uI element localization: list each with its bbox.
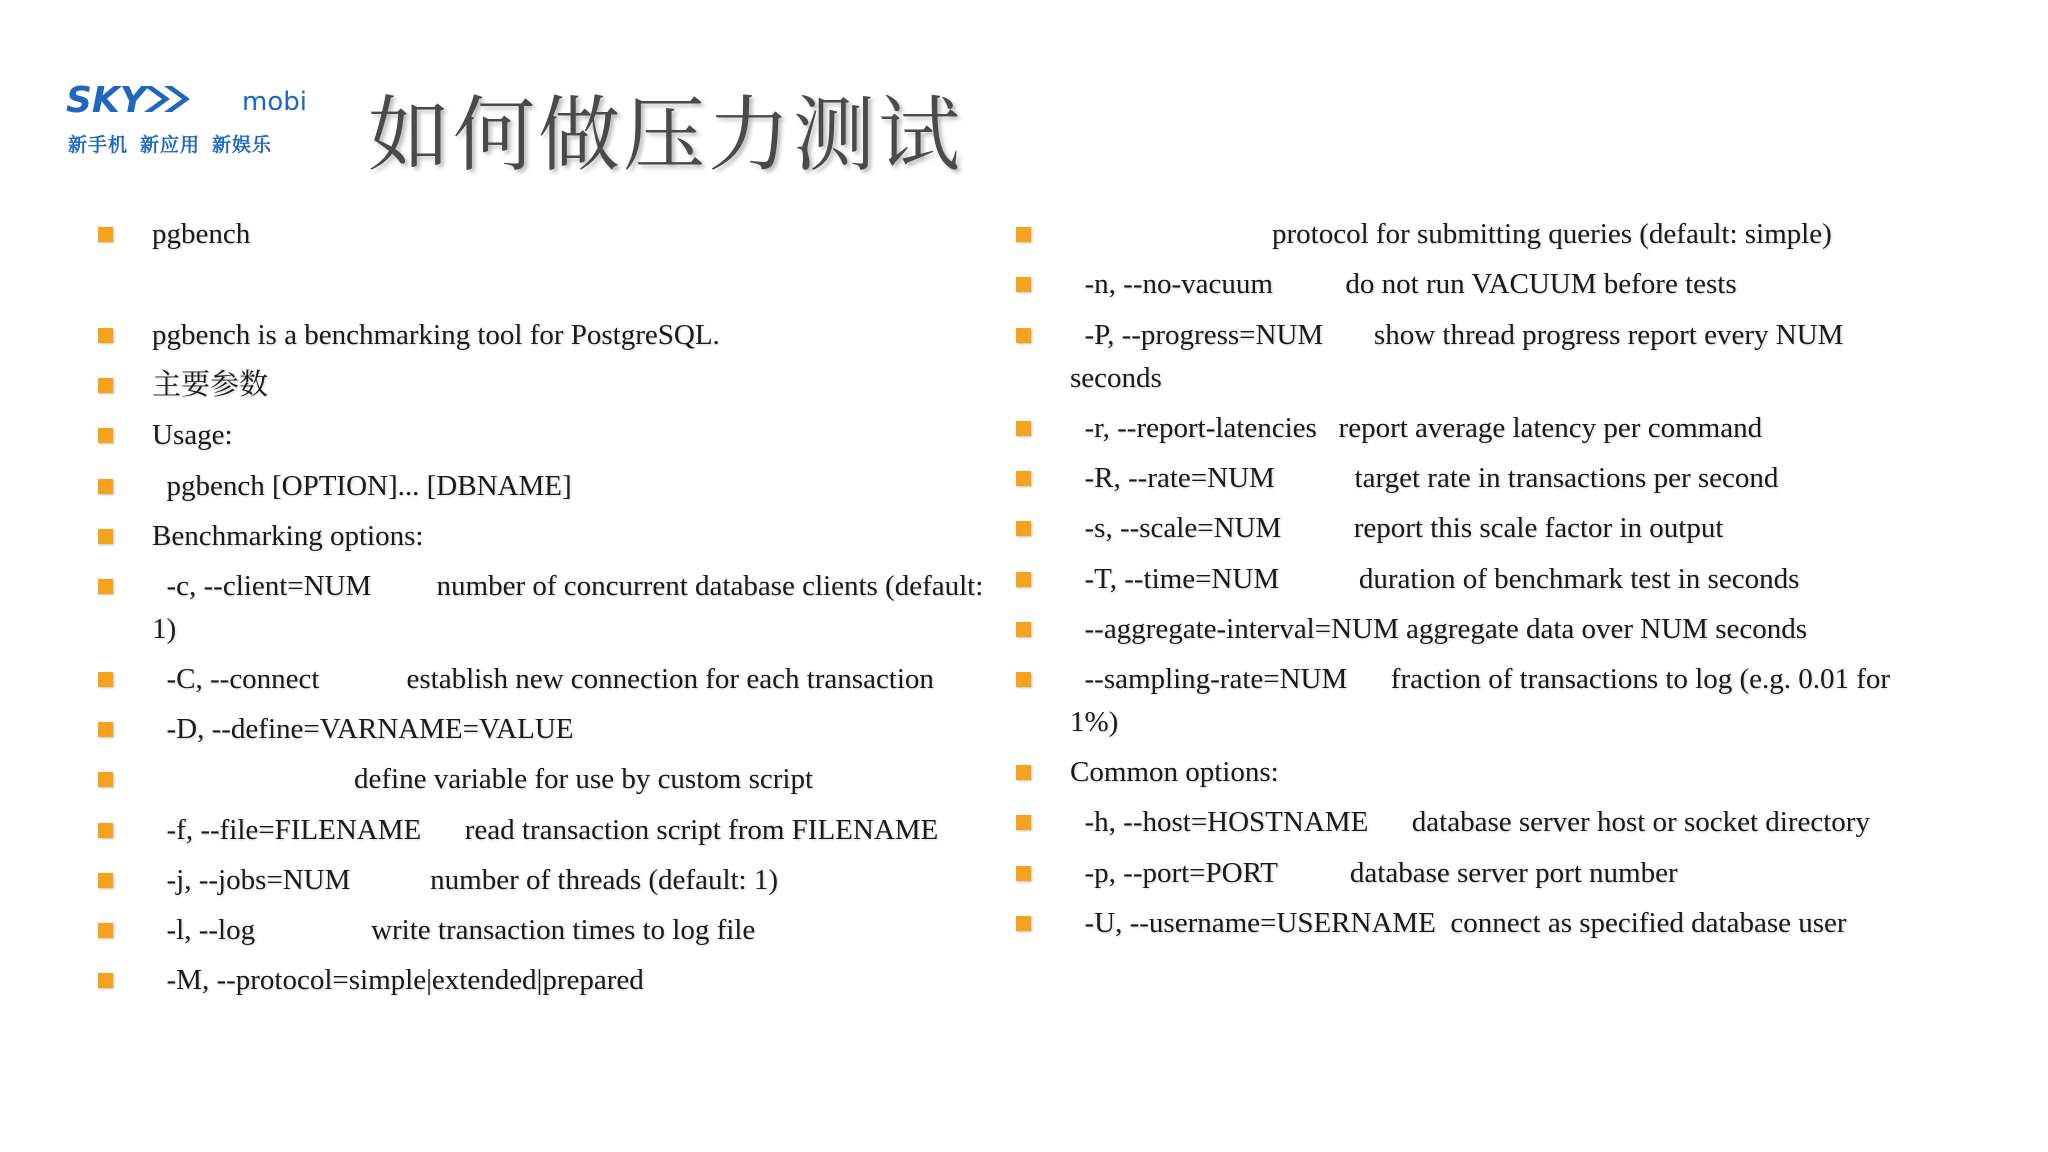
bullet-icon — [98, 923, 113, 938]
bullet-icon — [98, 672, 113, 687]
list-item: -U, --username=USERNAME connect as specified database user — [1070, 907, 1847, 939]
bullet-icon — [1016, 421, 1031, 436]
list-item: -P, --progress=NUM show thread progress report every NUM — [1070, 319, 1844, 351]
list-item: pgbench — [152, 218, 251, 250]
list-item-wrap: seconds — [1070, 362, 1162, 394]
bullet-icon — [98, 328, 113, 343]
list-item: -r, --report-latencies report average latency per command — [1070, 412, 1763, 444]
logo-tagline — [68, 130, 284, 157]
bullet-icon — [1016, 672, 1031, 687]
bullet-icon — [98, 722, 113, 737]
list-item-wrap: 1%) — [1070, 706, 1119, 738]
list-item: -D, --define=VARNAME=VALUE — [152, 713, 574, 745]
list-item: -T, --time=NUM duration of benchmark test in seconds — [1070, 563, 1800, 595]
list-item: Usage: — [152, 419, 233, 451]
tagline-2: 新应用 — [140, 134, 201, 156]
list-item: -j, --jobs=NUM number of threads (default: 1) — [152, 864, 779, 896]
bullet-icon — [1016, 227, 1031, 242]
list-item: -M, --protocol=simple|extended|prepared — [152, 964, 644, 996]
list-item: Common options: — [1070, 756, 1279, 788]
sky-mobi-logo-icon — [66, 78, 328, 120]
bullet-icon — [98, 973, 113, 988]
list-item: protocol for submitting queries (default: simple) — [1272, 218, 1832, 250]
bullet-icon — [1016, 521, 1031, 536]
bullet-icon — [1016, 866, 1031, 881]
company-logo — [66, 78, 328, 158]
bullet-icon — [1016, 328, 1031, 343]
bullet-icon — [98, 873, 113, 888]
slide-title: 如何做压力测试 — [368, 88, 964, 183]
logo-suffix-text: mobi — [242, 87, 307, 117]
list-item: -n, --no-vacuum do not run VACUUM before tests — [1070, 268, 1737, 300]
bullet-icon — [1016, 572, 1031, 587]
list-item: 主要参数 — [152, 369, 269, 401]
bullet-icon — [98, 772, 113, 787]
bullet-icon — [98, 579, 113, 594]
logo-brand-text: SKY — [66, 80, 146, 120]
list-item: -p, --port=PORT database server port number — [1070, 857, 1678, 889]
list-item: -R, --rate=NUM target rate in transactions per second — [1070, 462, 1779, 494]
bullet-icon — [98, 479, 113, 494]
bullet-icon — [98, 823, 113, 838]
list-item: -s, --scale=NUM report this scale factor in output — [1070, 512, 1724, 544]
bullet-icon — [98, 529, 113, 544]
list-item: pgbench is a benchmarking tool for PostgreSQL. — [152, 319, 720, 351]
list-item: -c, --client=NUM number of concurrent database clients (default: — [152, 570, 984, 602]
list-item: -C, --connect establish new connection for each transaction — [152, 663, 934, 695]
list-item: -h, --host=HOSTNAME database server host or socket directory — [1070, 806, 1870, 838]
bullet-icon — [1016, 916, 1031, 931]
bullet-icon — [1016, 471, 1031, 486]
list-item: -l, --log write transaction times to log file — [152, 914, 756, 946]
bullet-icon — [1016, 765, 1031, 780]
list-item: define variable for use by custom script — [354, 763, 814, 795]
tagline-3: 新娱乐 — [212, 134, 273, 156]
bullet-icon — [1016, 622, 1031, 637]
bullet-icon — [1016, 815, 1031, 830]
list-item: -f, --file=FILENAME read transaction script from FILENAME — [152, 814, 939, 846]
list-item: --sampling-rate=NUM fraction of transactions to log (e.g. 0.01 for — [1070, 663, 1891, 695]
bullet-icon — [98, 378, 113, 393]
list-item: Benchmarking options: — [152, 520, 424, 552]
bullet-icon — [98, 428, 113, 443]
list-item: --aggregate-interval=NUM aggregate data over NUM seconds — [1070, 613, 1808, 645]
bullet-icon — [98, 227, 113, 242]
list-item-wrap: 1) — [152, 613, 177, 645]
bullet-icon — [1016, 277, 1031, 292]
list-item: pgbench [OPTION]... [DBNAME] — [152, 470, 572, 502]
tagline-1: 新手机 — [68, 134, 129, 156]
